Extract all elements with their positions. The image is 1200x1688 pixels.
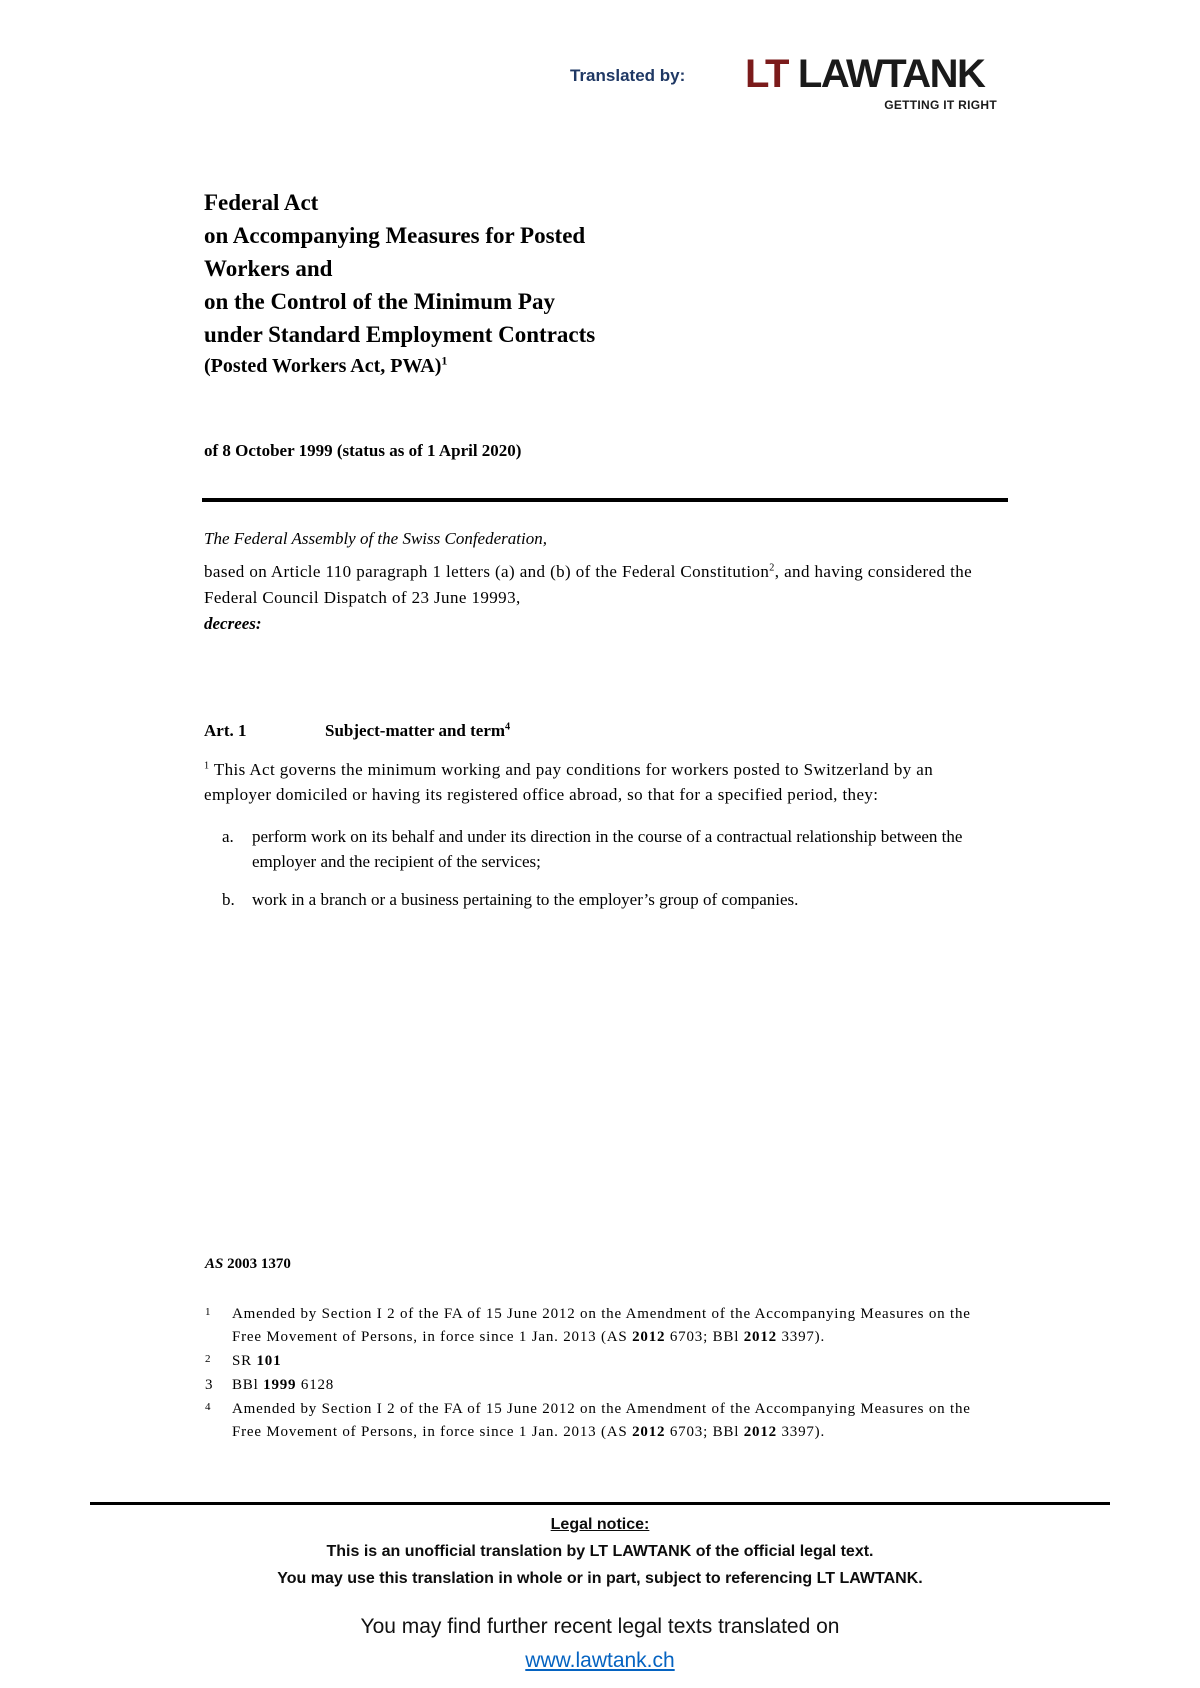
- footer-promo-block: [0, 1610, 1200, 1678]
- as-reference: [205, 1256, 291, 1273]
- footnote-ref-4: 4: [505, 721, 511, 733]
- preamble-decrees: decrees:: [204, 614, 262, 633]
- act-short-title: [204, 351, 1014, 382]
- article-1-paragraph-1: [204, 757, 1004, 807]
- footnote-marker: 2: [205, 1353, 212, 1365]
- provision-item: [222, 824, 1014, 874]
- article-1-label: Art. 1: [204, 721, 247, 740]
- translated-by-label: Translated by:: [570, 66, 686, 85]
- preamble-basis: [204, 559, 1004, 611]
- act-title-line: on Accompanying Measures for Posted: [204, 223, 586, 248]
- provision-item-text: perform work on its behalf and under its direction in the course of a contractual relationship between the employer and the recipient of the services;: [252, 827, 963, 871]
- act-title-line: on the Control of the Minimum Pay: [204, 289, 555, 314]
- as-reference-label: AS: [205, 1256, 224, 1272]
- footnote-text: BBl 1999 6128: [232, 1377, 335, 1393]
- footnote: [205, 1374, 1005, 1397]
- logo-tagline: GETTING IT RIGHT: [884, 98, 997, 112]
- act-title-line: Federal Act: [204, 190, 319, 215]
- preamble-assembly: The Federal Assembly of the Swiss Confederation,: [204, 529, 547, 548]
- footnote: [205, 1398, 1005, 1444]
- act-title-line: under Standard Employment Contracts: [204, 322, 596, 347]
- act-title-block: [204, 186, 1014, 382]
- article-1-heading: [204, 721, 510, 741]
- basis-text-2: , and having considered the Federal Council Dispatch of 23 June 1999: [204, 562, 973, 607]
- provision-item: [222, 887, 1014, 912]
- act-title-line: Workers and: [204, 256, 333, 281]
- legal-notice-block: [0, 1511, 1200, 1592]
- logo-lt-monogram: LT: [745, 52, 788, 96]
- footnote-ref-1: 1: [441, 353, 448, 368]
- footnote-ref-2: 2: [769, 562, 775, 574]
- footnote: [205, 1303, 1005, 1349]
- footer-promo-text: You may find further recent legal texts translated on: [360, 1615, 840, 1638]
- footnote-ref-3-inline: 3: [507, 588, 516, 607]
- lawtank-website-link[interactable]: www.lawtank.ch: [525, 1649, 675, 1672]
- footnote-marker: 4: [205, 1401, 212, 1413]
- provision-item-marker: a.: [222, 827, 234, 846]
- act-title-lines: [204, 186, 1014, 351]
- provision-list: [222, 824, 1014, 925]
- paragraph-1-text: This Act governs the minimum working and pay conditions for workers posted to Switzerland by an employer domiciled or having its registered office abroad, so that for a specified period, they:: [204, 760, 934, 804]
- legal-notice-line-2: You may use this translation in whole or in part, subject to referencing LT LAWTANK.: [277, 1570, 923, 1587]
- as-reference-year: 2003: [227, 1256, 258, 1272]
- logo-lawtank-text: LAWTANK: [797, 52, 985, 96]
- lawtank-wordmark: [745, 54, 997, 94]
- enactment-date-line: of 8 October 1999 (status as of 1 April 2020): [204, 441, 522, 460]
- title-divider-rule: [202, 498, 1008, 502]
- footnote-text: SR 101: [232, 1353, 282, 1369]
- legal-notice-line-1: This is an unofficial translation by LT LAWTANK of the official legal text.: [326, 1543, 874, 1560]
- provision-item-text: work in a branch or a business pertaining to the employer’s group of companies.: [252, 890, 799, 909]
- legal-notice-title: Legal notice:: [550, 1516, 650, 1533]
- footnote-text: Amended by Section I 2 of the FA of 15 June 2012 on the Amendment of the Accompanying Measures on the Free Movement of Persons, in force since 1 Jan. 2013 (AS 2012 6703; BBl 2012 3397).: [232, 1401, 971, 1440]
- act-short-title-text: (Posted Workers Act, PWA): [204, 355, 442, 377]
- footnote-text: Amended by Section I 2 of the FA of 15 June 2012 on the Amendment of the Accompanying Measures on the Free Movement of Persons, in force since 1 Jan. 2013 (AS 2012 6703; BBl 2012 3397).: [232, 1306, 971, 1345]
- footnote-marker: 3: [205, 1377, 214, 1393]
- article-1-title: Subject-matter and term: [325, 721, 506, 740]
- footnotes-list: [205, 1303, 1005, 1445]
- footnote: [205, 1350, 1005, 1373]
- as-reference-page: 1370: [260, 1256, 291, 1272]
- footer-divider-rule: [90, 1502, 1110, 1505]
- lawtank-logo: [745, 54, 997, 112]
- paragraph-1-marker: 1: [204, 760, 210, 772]
- provision-item-marker: b.: [222, 890, 235, 909]
- basis-text-3: ,: [515, 588, 521, 607]
- basis-text-1: based on Article 110 paragraph 1 letters (a) and (b) of the Federal Constitution: [204, 562, 770, 581]
- footnote-marker: 1: [205, 1306, 212, 1318]
